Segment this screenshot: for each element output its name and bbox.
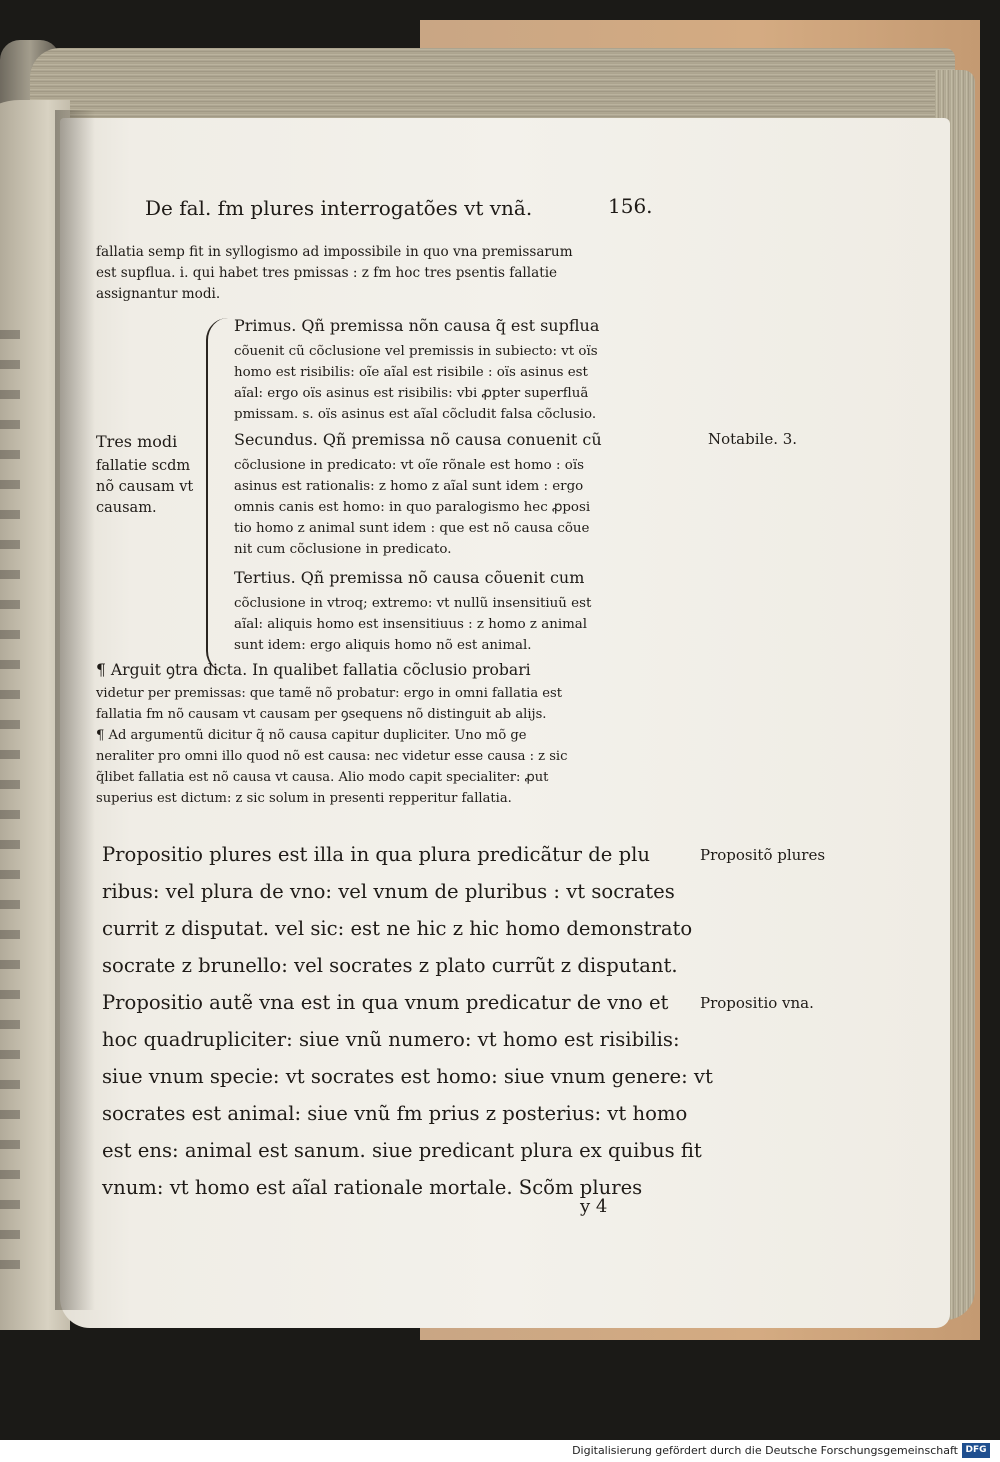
brace-bracket [206, 318, 234, 673]
text-line: hoc quadrupliciter: siue vnũ numero: vt homo est risibilis: [102, 1028, 680, 1051]
text-line: videtur per premissas: que tamẽ nõ probatur: ergo in omni fallatia est [96, 686, 563, 701]
side-heading: Tres modi [96, 432, 178, 451]
text-line: aĩal: ergo oïs asinus est risibilis: vbi ꝓpter superfluã [234, 386, 589, 401]
text-line: fallatia semp fit in syllogismo ad impossibile in quo vna premissarum [96, 244, 573, 260]
mode-heading-tertius: Tertius. Qñ premissa nõ causa cõuenit cum [234, 568, 585, 587]
footer-bar [0, 1440, 1000, 1462]
text-line: Propositio plures est illa in qua plura predicãtur de plu [102, 843, 651, 866]
text-line: est ens: animal est sanum. siue predicant plura ex quibus fit [102, 1139, 702, 1162]
text-line: fallatia fm nõ causam vt causam per ꝯsequens nõ distinguit ab alijs. [96, 707, 547, 722]
text-line: sunt idem: ergo aliquis homo nõ est animal. [234, 638, 532, 653]
text-line: pmissam. s. oïs asinus est aĩal cõcludit falsa cõclusio. [234, 407, 597, 422]
page-edges-top [30, 48, 955, 128]
text-line: est supflua. i. qui habet tres pmissas : z fm hoc tres psentis fallatie [96, 265, 558, 281]
text-line: socrates est animal: siue vnũ fm prius z posterius: vt homo [102, 1102, 688, 1125]
text-line: nit cum cõclusione in predicato. [234, 542, 452, 557]
text-line: asinus est rationalis: z homo z aĩal sunt idem : ergo [234, 479, 584, 494]
text-line: Propositio autẽ vna est in qua vnum predicatur de vno et [102, 991, 669, 1014]
margin-note-propositio-vna: Propositio vna. [700, 994, 814, 1012]
text-line: neraliter pro omni illo quod nõ est causa: nec videtur esse causa : z sic [96, 749, 568, 764]
text-line: vnum: vt homo est aĩal rationale mortale. Scõm plures [102, 1176, 643, 1199]
text-line: ¶ Ad argumentũ dicitur q̃ nõ causa capitur dupliciter. Uno mõ ge [96, 728, 527, 743]
side-heading: causam. [96, 500, 157, 516]
text-line: ¶ Arguit ꝯtra dicta. In qualibet fallatia cõclusio probari [96, 661, 531, 679]
text-line: currit z disputat. vel sic: est ne hic z hic homo demonstrato [102, 917, 693, 940]
left-page-text-fragment [0, 330, 20, 1280]
text-line: omnis canis est homo: in quo paralogismo hec ꝓposi [234, 500, 591, 515]
text-line: cõclusione in vtroq; extremo: vt nullũ insensitiuũ est [234, 596, 592, 611]
text-line: socrate z brunello: vel socrates z plato currũt z disputant. [102, 954, 678, 977]
text-line: cõuenit cũ cõclusione vel premissis in subiecto: vt oïs [234, 344, 598, 359]
side-heading: fallatie scdm [96, 458, 191, 474]
running-head: De fal. fm plures interrogatões vt vnã. [145, 196, 533, 220]
text-line: ribus: vel plura de vno: vel vnum de pluribus : vt socrates [102, 880, 675, 903]
text-line: assignantur modi. [96, 286, 221, 302]
text-line: superius est dictum: z sic solum in presenti repperitur fallatia. [96, 791, 512, 806]
text-line: cõclusione in predicato: vt oĩe rõnale est homo : oïs [234, 458, 584, 473]
folio-number: 156. [608, 194, 653, 218]
dfg-logo: DFG [962, 1443, 990, 1458]
text-line: tio homo z animal sunt idem : que est nõ causa cõue [234, 521, 590, 536]
mode-heading-secundus: Secundus. Qñ premissa nõ causa conuenit cũ [234, 430, 602, 449]
margin-note-notabile: Notabile. 3. [708, 430, 798, 448]
text-line: homo est risibilis: oĩe aĩal est risibile : oïs asinus est [234, 365, 588, 380]
side-heading: nõ causam vt [96, 479, 194, 495]
text-line: q̃libet fallatia est nõ causa vt causa. Alio modo capit specialiter: ꝓut [96, 770, 549, 785]
funding-credit: Digitalisierung gefördert durch die Deutsche Forschungsgemeinschaft [572, 1444, 958, 1457]
gutter-shadow [55, 110, 95, 1310]
mode-heading-primus: Primus. Qñ premissa nõn causa q̃ est supflua [234, 316, 600, 335]
signature-mark: y 4 [580, 1196, 608, 1217]
text-line: siue vnum specie: vt socrates est homo: siue vnum genere: vt [102, 1065, 713, 1088]
text-line: aĩal: aliquis homo est insensitiuus : z homo z animal [234, 617, 588, 632]
margin-note-propositio-plures: Propositõ plures [700, 846, 826, 864]
